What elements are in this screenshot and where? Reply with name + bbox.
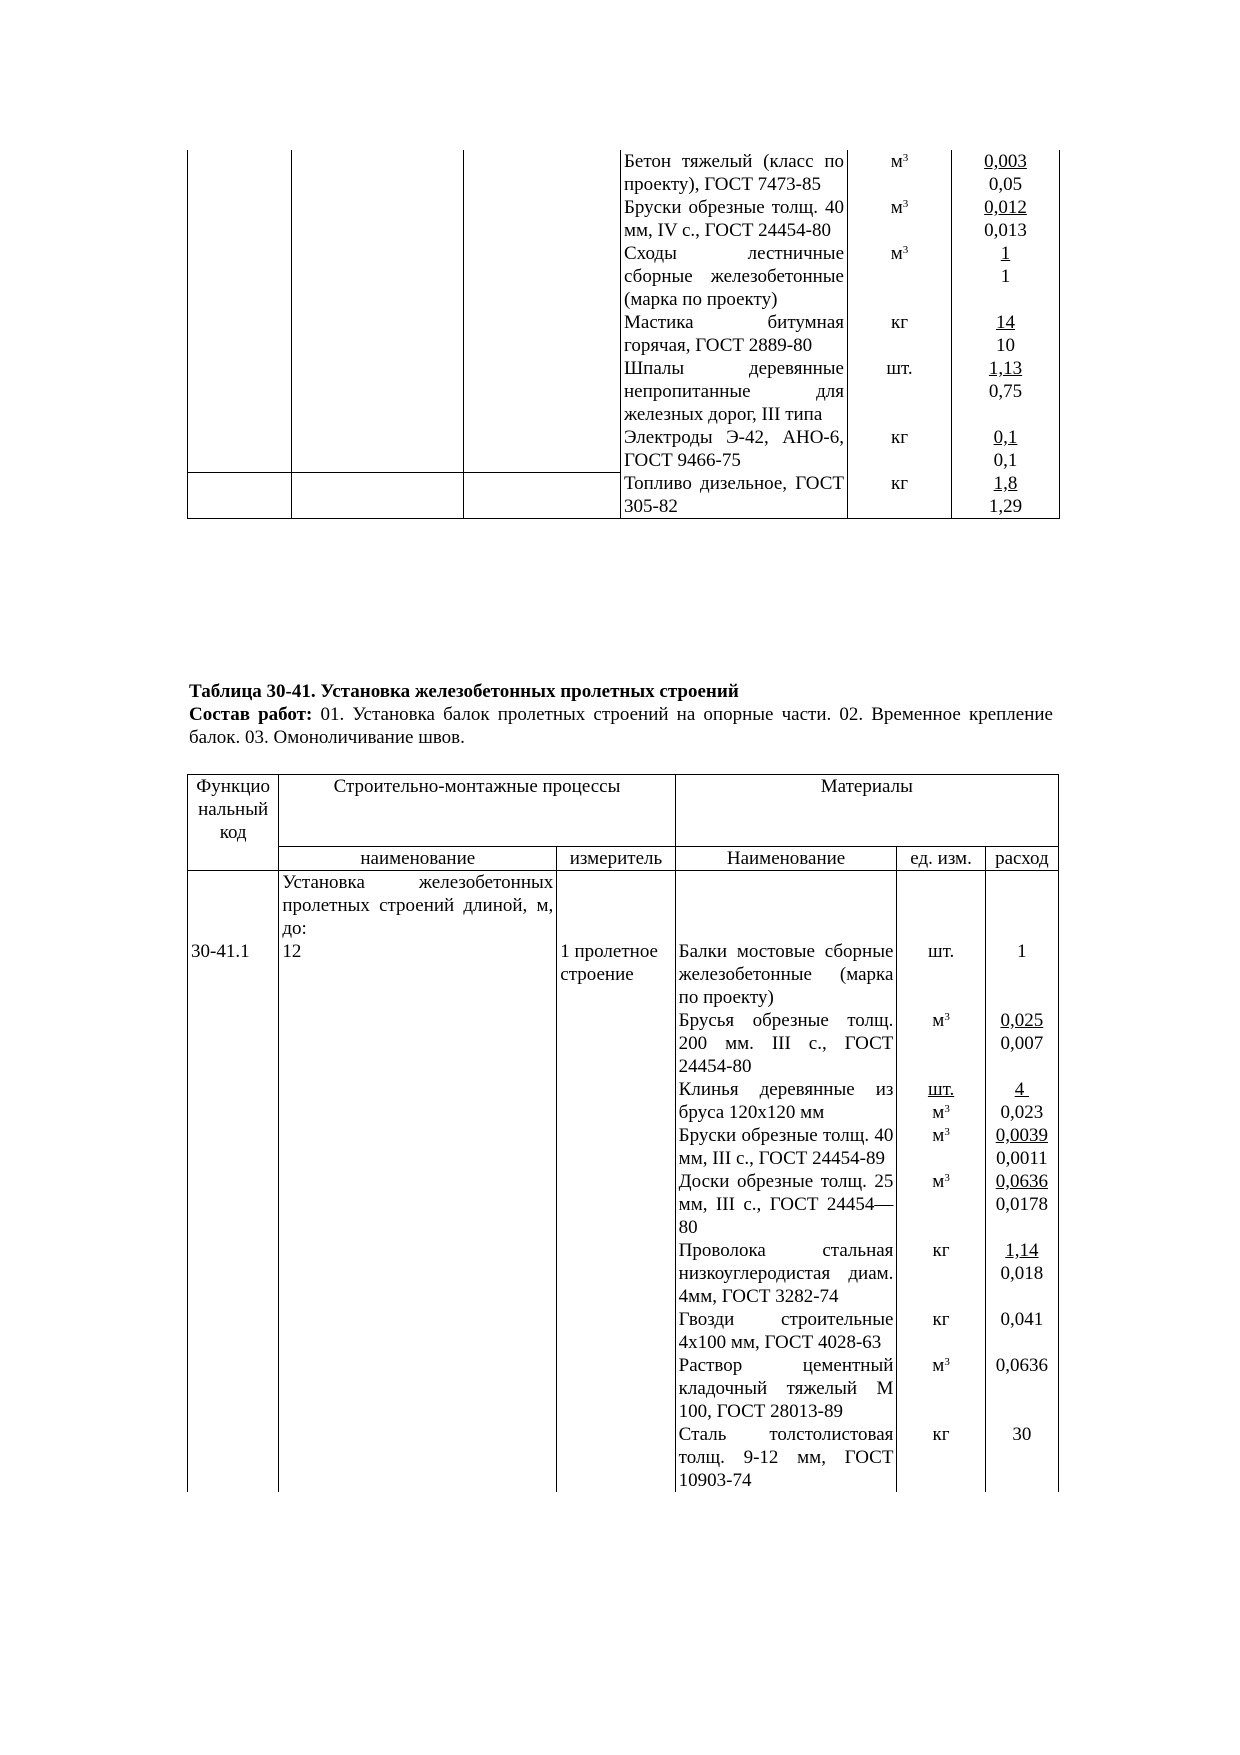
- material-consumption: 0,003 0,05: [952, 150, 1060, 196]
- header-materials: Материалы: [675, 775, 1058, 847]
- composition-label: Состав работ:: [189, 704, 313, 725]
- table-row: [188, 1170, 1059, 1239]
- table-row: [188, 1423, 1059, 1492]
- material-name: Топливо дизельное, ГОСТ 305-82: [621, 472, 848, 519]
- material-unit: $м^3$: [897, 1170, 985, 1239]
- material-name: Электроды Э-42, АНО-6, ГОСТ 9466-75: [621, 426, 848, 472]
- material-name: Доски обрезные толщ. 25 мм, III с., ГОСТ 24454—80: [675, 1170, 897, 1239]
- table-row: [188, 311, 1060, 357]
- material-consumption: 30: [985, 1423, 1058, 1492]
- material-unit: кг: [848, 426, 952, 472]
- material-unit: $м^3$: [897, 1124, 985, 1170]
- table-row: [188, 940, 1059, 1009]
- header-consumption: расход: [985, 847, 1058, 871]
- table-row: [188, 150, 1060, 196]
- work-composition: [189, 703, 1053, 749]
- header-material-name: Наименование: [675, 847, 897, 871]
- header-processes: Строительно-монтажные процессы: [279, 775, 675, 847]
- composition-text: 01. Установка балок пролетных строений на опорные части. 02. Временное крепление балок. 03. Омоноличивание швов.: [189, 704, 1053, 748]
- material-consumption: 0,025 0,007: [985, 1009, 1058, 1078]
- material-consumption: 1,14 0,018: [985, 1239, 1058, 1308]
- function-code: 30-41.1: [188, 940, 279, 1009]
- material-name: Сталь толстолистовая толщ. 9-12 мм, ГОСТ 10903-74: [675, 1423, 897, 1492]
- material-name: Шпалы деревянные непропитанные для железных дорог, III типа: [621, 357, 848, 426]
- material-unit: $м^3$: [897, 1354, 985, 1423]
- material-consumption: 1: [985, 940, 1058, 1009]
- table-row: [188, 426, 1060, 472]
- material-unit: кг: [897, 1423, 985, 1492]
- material-name: Балки мостовые сборные железобетонные (марка по проекту): [675, 940, 897, 1009]
- material-name: Бруски обрезные толщ. 40 мм, III с., ГОСТ 24454-89: [675, 1124, 897, 1170]
- material-name: Гвозди строительные 4х100 мм, ГОСТ 4028-63: [675, 1308, 897, 1354]
- meter-value: 1 пролетное строение: [557, 940, 675, 1009]
- header-unit: ед. изм.: [897, 847, 985, 871]
- materials-table-continued: [187, 150, 1060, 519]
- table-row: [188, 357, 1060, 426]
- material-unit: $м^3$: [848, 150, 952, 196]
- material-consumption: 0,041: [985, 1308, 1058, 1354]
- table-row: [188, 1124, 1059, 1170]
- material-name: Сходы лестничные сборные железобетонные (марка по проекту): [621, 242, 848, 311]
- material-consumption: 0,0039 0,0011: [985, 1124, 1058, 1170]
- material-name: Раствор цементный кладочный тяжелый М 100, ГОСТ 28013-89: [675, 1354, 897, 1423]
- table-30-41: [187, 774, 1059, 1492]
- material-name: Проволока стальная низкоуглеродистая диам. 4мм, ГОСТ 3282-74: [675, 1239, 897, 1308]
- group-row: [188, 871, 1059, 941]
- table-row: [188, 196, 1060, 242]
- material-consumption: 4 0,023: [985, 1078, 1058, 1124]
- material-unit: кг: [848, 311, 952, 357]
- material-unit: $м^3$: [897, 1009, 985, 1078]
- material-consumption: 0,0636 0,0178: [985, 1170, 1058, 1239]
- material-consumption: 1,8 1,29: [952, 472, 1060, 519]
- material-consumption: 0,1 0,1: [952, 426, 1060, 472]
- material-unit: кг: [897, 1239, 985, 1308]
- table-row: [188, 1308, 1059, 1354]
- material-unit: $м^3$: [848, 196, 952, 242]
- material-name: Брусья обрезные толщ. 200 мм. III с., ГОСТ 24454-80: [675, 1009, 897, 1078]
- material-unit: $м^3$: [848, 242, 952, 311]
- material-consumption: 0,012 0,013: [952, 196, 1060, 242]
- material-name: Клинья деревянные из бруса 120х120 мм: [675, 1078, 897, 1124]
- table-caption: [189, 680, 1053, 749]
- material-unit: кг: [897, 1308, 985, 1354]
- table-row: [188, 1239, 1059, 1308]
- material-unit: шт. $м^3$: [897, 1078, 985, 1124]
- material-consumption: 1,13 0,75: [952, 357, 1060, 426]
- material-consumption: 0,0636: [985, 1354, 1058, 1423]
- header-code: Функцио нальный код: [188, 775, 279, 871]
- header-row: [188, 775, 1059, 847]
- material-name: Бруски обрезные толщ. 40 мм, IV с., ГОСТ 24454-80: [621, 196, 848, 242]
- material-consumption: 1 1: [952, 242, 1060, 311]
- group-label: Установка железобетонных пролетных строений длиной, м, до:: [279, 871, 557, 941]
- table-row: [188, 242, 1060, 311]
- material-unit: шт.: [897, 940, 985, 1009]
- table-row: [188, 1009, 1059, 1078]
- material-unit: шт.: [848, 357, 952, 426]
- table-title: Таблица 30-41. Установка железобетонных пролетных строений: [189, 681, 739, 702]
- table-row: [188, 472, 1060, 519]
- material-consumption: 14 10: [952, 311, 1060, 357]
- table-row: [188, 1078, 1059, 1124]
- material-unit: кг: [848, 472, 952, 519]
- header-meter: измеритель: [557, 847, 675, 871]
- table-row: [188, 1354, 1059, 1423]
- material-name: Мастика битумная горячая, ГОСТ 2889-80: [621, 311, 848, 357]
- material-name: Бетон тяжелый (класс по проекту), ГОСТ 7473-85: [621, 150, 848, 196]
- header-name: наименование: [279, 847, 557, 871]
- header-row: [188, 847, 1059, 871]
- span-length: 12: [279, 940, 557, 1009]
